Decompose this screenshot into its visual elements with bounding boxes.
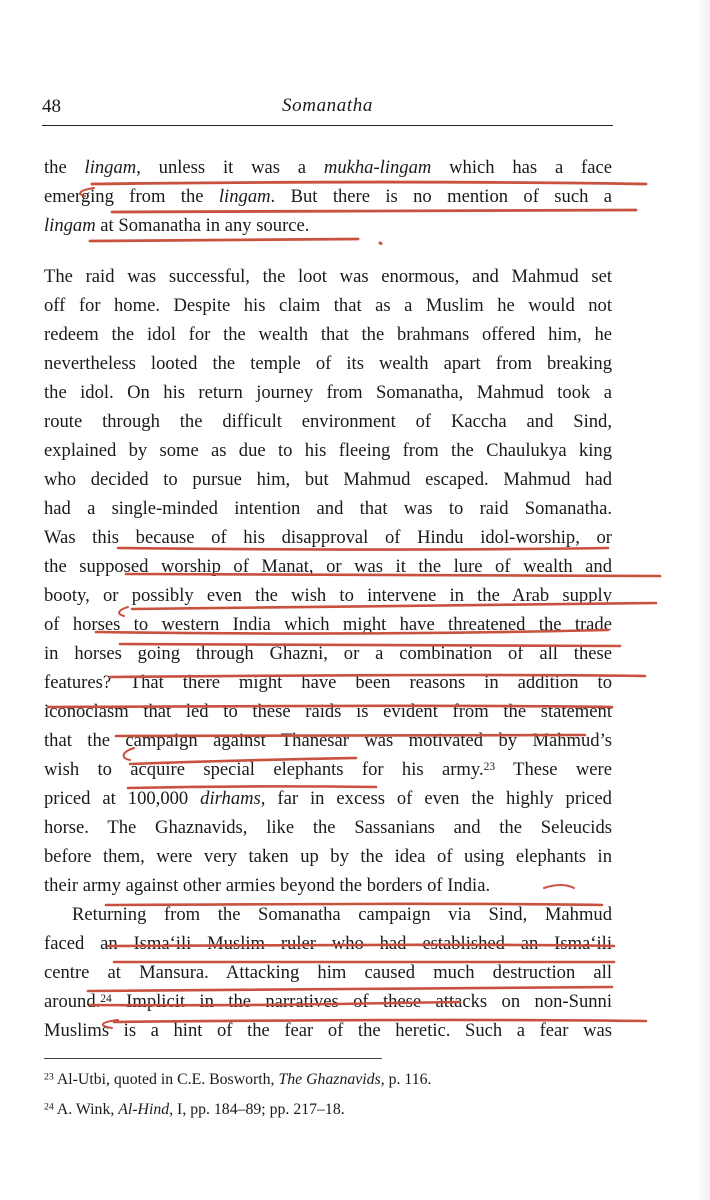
text-run: before them, were very taken up by the idea of using elephants in xyxy=(44,846,612,867)
text-line xyxy=(44,989,612,1015)
text-line xyxy=(44,815,612,841)
text-run: . But there is no mention of such a xyxy=(270,186,613,207)
text-run: in horses going through Ghazni, or a combination of all these xyxy=(44,643,612,664)
italic-text: lingam xyxy=(218,186,271,207)
note-ref: 24 xyxy=(100,992,112,1005)
text-line xyxy=(44,496,612,522)
text-run: Implicit in the narratives of these attacks on non-Sunni xyxy=(111,991,612,1012)
italic-text: Al-Hind xyxy=(118,1101,170,1118)
text-run: route through the difficult environment of Kaccha and Sind, xyxy=(44,411,612,432)
text-line xyxy=(44,786,612,812)
text-run: horse. The Ghaznavids, like the Sassanians and the Seleucids xyxy=(44,817,612,838)
text-line xyxy=(44,728,612,754)
text-run: , unless it was a xyxy=(136,157,324,178)
note-ref: 23 xyxy=(483,760,496,773)
text-run: faced an Isma‘ili Muslim ruler who had established an Isma‘ili xyxy=(44,933,612,954)
text-run: had a single-minded intention and that was to raid Somanatha. xyxy=(44,498,612,519)
text-run: Returning from the Somanatha campaign via Sind, Mahmud xyxy=(72,904,612,925)
underline-stroke xyxy=(90,239,358,241)
text-run: who decided to pursue him, but Mahmud escaped. Mahmud had xyxy=(44,469,612,490)
text-line xyxy=(44,583,612,609)
text-run: Was this because of his disapproval of Hindu idol-worship, or xyxy=(44,527,612,548)
text-run: , far in excess of even the highly priced xyxy=(260,788,612,809)
text-line xyxy=(44,438,612,464)
text-run: , p. 116. xyxy=(380,1071,432,1088)
text-line xyxy=(44,525,612,551)
text-run: nevertheless looted the temple of its wealth apart from breaking xyxy=(44,353,612,374)
running-title: Somanatha xyxy=(282,95,373,116)
text-run: which has a face xyxy=(431,157,612,178)
header-rule xyxy=(42,125,613,126)
text-line xyxy=(44,554,612,580)
text-line xyxy=(44,960,612,986)
text-run: Muslims is a hint of the fear of the heretic. Such a fear was xyxy=(44,1020,612,1041)
text-run: at Somanatha in any source. xyxy=(95,215,310,236)
text-run: , I, pp. 184–89; pp. 217–18. xyxy=(169,1101,345,1118)
text-run: wish to acquire special elephants for his army. xyxy=(44,759,484,780)
text-line xyxy=(44,155,612,181)
text-run: The raid was successful, the loot was enormous, and Mahmud set xyxy=(44,266,612,287)
text-line xyxy=(44,380,612,406)
dot-mark xyxy=(380,243,381,244)
text-line xyxy=(44,409,612,435)
text-line xyxy=(44,1018,612,1044)
text-run: that the campaign against Thanesar was motivated by Mahmud’s xyxy=(44,730,612,751)
text-line xyxy=(44,931,612,957)
text-line xyxy=(44,699,612,725)
footnote-rule xyxy=(44,1058,382,1059)
italic-text: mukha-lingam xyxy=(323,157,432,178)
text-run: explained by some as due to his fleeing from the Chaulukya king xyxy=(44,440,612,461)
text-run: priced at 100,000 xyxy=(44,788,201,809)
text-line xyxy=(44,322,612,348)
text-run: booty, or possibly even the wish to intervene in the Arab supply xyxy=(44,585,612,606)
italic-text: lingam xyxy=(84,157,137,178)
text-run: Al-Utbi, quoted in C.E. Bosworth, xyxy=(53,1071,279,1088)
text-run: of horses to western India which might have threatened the trade xyxy=(44,614,612,635)
text-line xyxy=(44,293,612,319)
text-line xyxy=(44,351,612,377)
text-run: around. xyxy=(44,991,101,1012)
text-line xyxy=(44,873,612,899)
italic-text: dirhams xyxy=(200,788,261,809)
italic-text: lingam xyxy=(44,215,96,236)
text-line xyxy=(44,844,612,870)
text-run: centre at Mansura. Attacking him caused much destruction all xyxy=(44,962,612,983)
text-run: redeem the idol for the wealth that the brahmans offered him, he xyxy=(44,324,612,345)
text-line xyxy=(44,184,612,210)
text-line xyxy=(44,641,612,667)
text-run: A. Wink, xyxy=(53,1101,119,1118)
italic-text: The Ghaznavids xyxy=(278,1071,381,1088)
note-ref: 24 xyxy=(44,1101,54,1113)
text-run: the idol. On his return journey from Somanatha, Mahmud took a xyxy=(44,382,612,403)
text-run: their army against other armies beyond the borders of India. xyxy=(44,875,491,896)
text-run: the supposed worship of Manat, or was it the lure of wealth and xyxy=(44,556,612,577)
page-edge-shadow xyxy=(696,0,710,1200)
footnote-24 xyxy=(44,1099,345,1121)
note-ref: 23 xyxy=(44,1071,54,1083)
text-run: These were xyxy=(495,759,613,780)
footnote-23 xyxy=(44,1069,431,1091)
text-line xyxy=(72,902,612,928)
underline-stroke xyxy=(112,210,636,212)
text-line xyxy=(44,612,612,638)
text-run: the xyxy=(44,157,85,178)
text-run: features? That there might have been reasons in addition to xyxy=(44,672,612,693)
text-line xyxy=(44,757,612,783)
text-run: emerging from the xyxy=(44,186,219,207)
page-number: 48 xyxy=(42,96,61,117)
text-line xyxy=(44,670,612,696)
text-run: off for home. Despite his claim that as a Muslim he would not xyxy=(44,295,612,316)
text-line xyxy=(44,467,612,493)
text-run: iconoclasm that led to these raids is evident from the statement xyxy=(44,701,612,722)
text-line xyxy=(44,264,612,290)
text-line xyxy=(44,213,612,239)
